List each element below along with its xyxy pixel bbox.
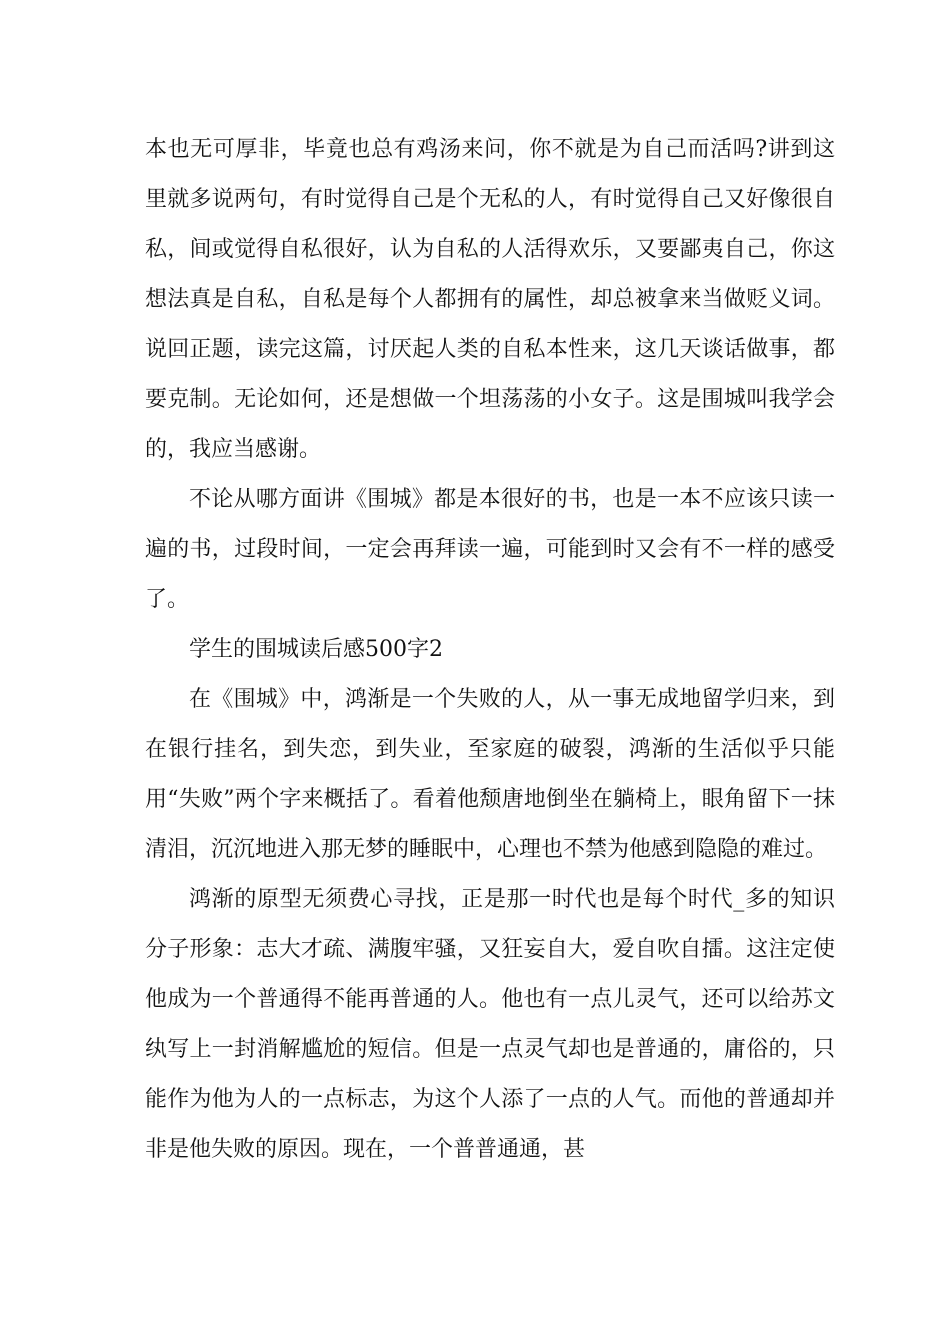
paragraph-continued: 本也无可厚非，毕竟也总有鸡汤来问，你不就是为自己而活吗?讲到这里就多说两句，有时觉得自己是个无私的人，有时觉得自己又好像很自私，间或觉得自私很好，认为自私的人活得欢乐，又要鄙夷自己，你这想法真是自私，自私是每个人都拥有的属性，却总被拿来当做贬义词。说回正题，读完这篇，讨厌起人类的自私本性来，这几天谈话做事，都要克制。无论如何，还是想做一个坦荡荡的小女子。这是围城叫我学会的，我应当感谢。	[145, 137, 835, 462]
paragraph-hongjian-prototype: 鸿渐的原型无须费心寻找，正是那一时代也是每个时代_多的知识分子形象：志大才疏、满腹牢骚，又狂妄自大，爱自吹自擂。这注定使他成为一个普通得不能再普通的人。他也有一点儿灵气，还可以给苏文纨写上一封消解尴尬的短信。但是一点灵气却也是普通的，庸俗的，只能作为他为人的一点标志，为这个人添了一点的人气。而他的普通却并非是他失败的原因。现在，一个普普通通，甚	[145, 887, 835, 1162]
document-body	[145, 125, 835, 1175]
paragraph-hongjian-failure: 在《围城》中，鸿渐是一个失败的人，从一事无成地留学归来，到在银行挂名，到失恋，到失业，至家庭的破裂，鸿渐的生活似乎只能用“失败”两个字来概括了。看着他颓唐地倒坐在躺椅上，眼角留下一抹清泪，沉沉地进入那无梦的睡眠中，心理也不禁为他感到隐隐的难过。	[145, 687, 835, 862]
paragraph-review-summary: 不论从哪方面讲《围城》都是本很好的书，也是一本不应该只读一遍的书，过段时间，一定会再拜读一遍，可能到时又会有不一样的感受了。	[145, 487, 835, 612]
section-heading: 学生的围城读后感500字2	[189, 637, 443, 662]
